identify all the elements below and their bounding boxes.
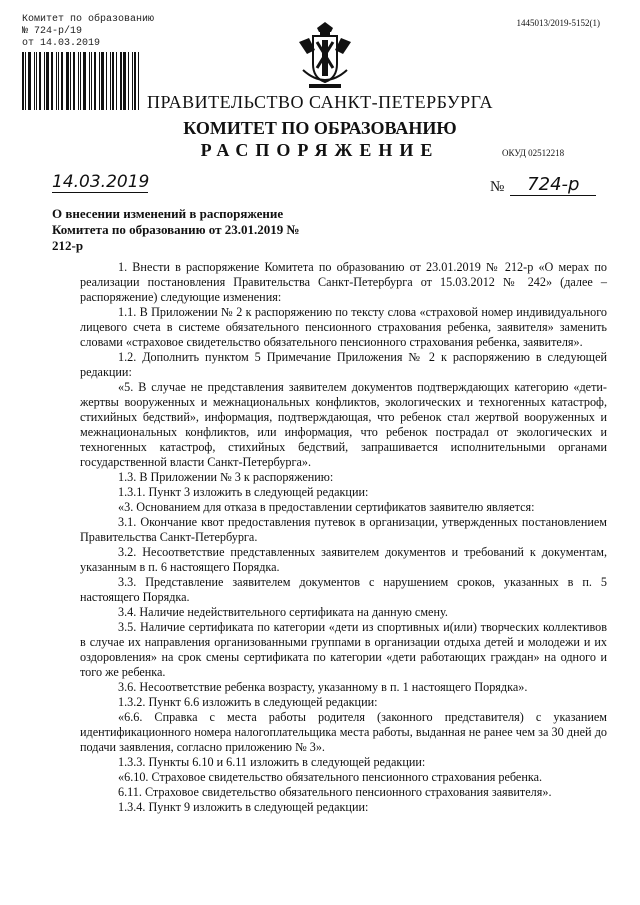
document-subject: О внесении изменений в распоряжение Комитета по образованию от 23.01.2019 № 212-р [52,206,300,253]
coat-of-arms-icon [295,20,355,92]
body-paragraph: 3.4. Наличие недействительного сертификата на данную смену. [118,605,448,619]
body-paragraph: 1.1. В Приложении № 2 к распоряжению по тексту слова «страховой номер индивидуального лицевого счета в системе обязательного пенсионного страхования ребенка, заявителя» заменить словами «страховое свидетельство обязательного пенсионного страхования ребенка, заявителя». [80,305,607,349]
body-paragraph: «6.10. Страховое свидетельство обязательного пенсионного страхования ребенка. [118,770,543,784]
stamp-line-2: № 724-р/19 [22,26,83,37]
stamp-line-1: Комитет по образованию [22,14,155,25]
document-type: РАСПОРЯЖЕНИЕ [200,140,440,160]
body-paragraph: 1.3. В Приложении № 3 к распоряжению: [118,470,334,484]
committee-title: КОМИТЕТ ПО ОБРАЗОВАНИЮ [183,118,457,138]
body-paragraph: 6.11. Страховое свидетельство обязательного пенсионного страхования заявителя». [118,785,552,799]
number-label: № [490,179,505,195]
document-id: 1445013/2019-5152(1) [516,18,600,28]
body-paragraph: 3.5. Наличие сертификата по категории «дети из спортивных и(или) творческих коллективов в случае их направления организованными группами в организации отдыха детей и молодежи и их оздоровления» на срок смены сертификата по категории «дети работающих граждан» на одного и того же ребенка. [80,620,607,679]
government-title: ПРАВИТЕЛЬСТВО САНКТ-ПЕТЕРБУРГА [146,92,494,112]
body-paragraph: «5. В случае не представления заявителем документов подтверждающих категорию «дети-жертвы вооруженных и межнациональных конфликтов, экологических и техногенных катастроф, стихийных бедствий», информация, подтверждающая, что ребенок стал жертвой вооруженных и межнациональных конфликтов, или информация, что ребенок пострадал от экологических и техногенных катастроф, стихийных бедствий, запрашивается исполнительными органами государственной власти Санкт-Петербурга». [80,380,607,469]
body-paragraph: 3.2. Несоответствие представленных заявителем документов и требований к документам, указанным в п. 6 настоящего Порядка. [80,545,607,574]
body-paragraph: 1.3.4. Пункт 9 изложить в следующей редакции: [118,800,369,814]
body-paragraph: 1.3.3. Пункты 6.10 и 6.11 изложить в следующей редакции: [118,755,426,769]
registration-stamp [22,14,154,50]
body-paragraph: 3.3. Представление заявителем документов с нарушением сроков, указанных в п. 5 настоящего Порядка. [80,575,607,604]
body-paragraph: 1.2. Дополнить пунктом 5 Примечание Приложения № 2 к распоряжению в следующей редакции: [80,350,607,379]
body-paragraph: «3. Основанием для отказа в предоставлении сертификатов заявителю является: [118,500,535,514]
document-date: 14.03.2019 [52,172,150,192]
number-value: 724-р [510,174,596,196]
okud-code: ОКУД 02512218 [502,148,565,158]
document-number [490,174,596,196]
stamp-line-3: от 14.03.2019 [22,38,101,49]
body-paragraph: 3.1. Окончание квот предоставления путевок в организации, утвержденных постановлением Правительства Санкт-Петербурга. [80,515,607,544]
document-body [80,260,607,815]
body-paragraph: 3.6. Несоответствие ребенка возрасту, указанному в п. 1 настоящего Порядка». [118,680,528,694]
body-paragraph: «6.6. Справка с места работы родителя (законного представителя) с указанием идентификационного номера налогоплательщика места работы, выданная не ранее чем за 30 дней до подачи заявления, согласно приложению № 3». [80,710,607,754]
body-paragraph: 1.3.2. Пункт 6.6 изложить в следующей редакции: [118,695,378,709]
body-paragraph: 1. Внести в распоряжение Комитета по образованию от 23.01.2019 № 212-р «О мерах по реализации постановления Правительства Санкт-Петербурга от 15.03.2012 № 242» (далее – распоряжение) следующие изменения: [80,260,607,304]
body-paragraph: 1.3.1. Пункт 3 изложить в следующей редакции: [118,485,369,499]
